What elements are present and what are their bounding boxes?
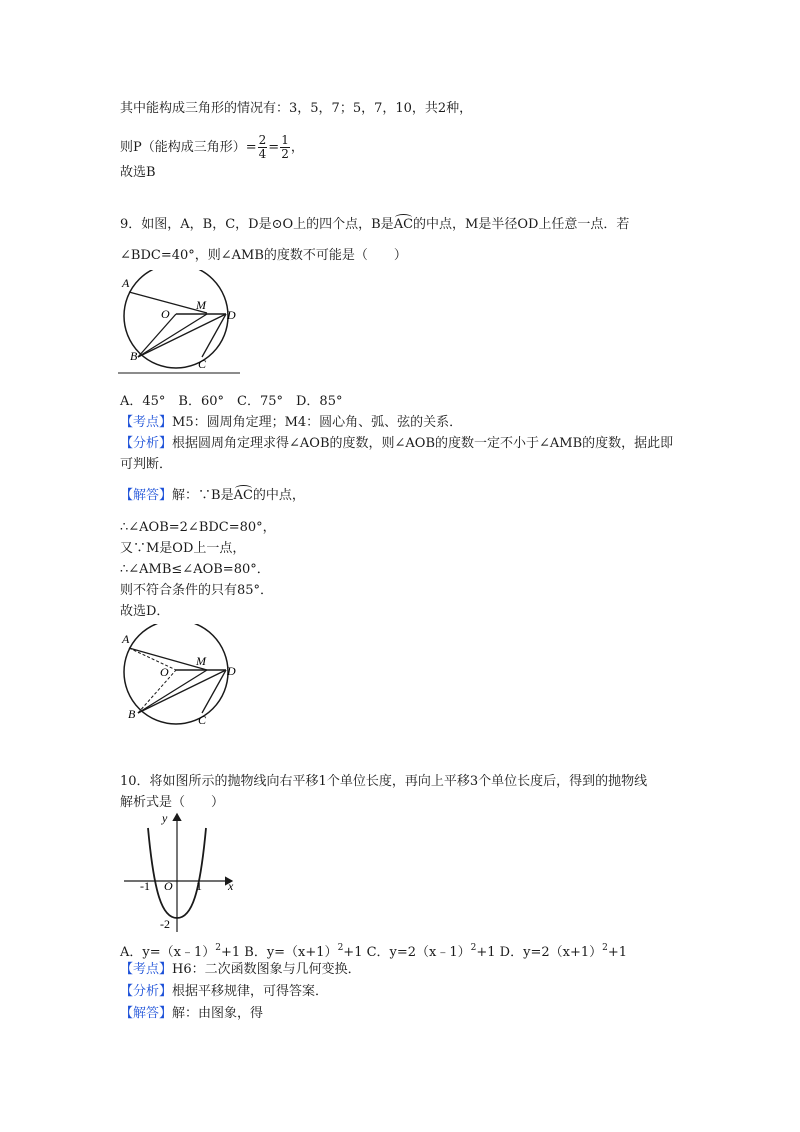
text-segment: 的中点， (252, 488, 305, 503)
kaodian-text: M5：圆周角定理；M4：圆心角、弧、弦的关系． (172, 415, 463, 430)
fenxi-text: 根据圆周角定理求得∠AOB的度数，则∠AOB的度数一定不小于∠AMB的度数，据此即 (172, 436, 674, 451)
superscript: 2 (215, 943, 221, 953)
numerator: 1 (281, 133, 289, 147)
text-segment: 解：∵B是 (172, 488, 234, 503)
label-m: M (196, 298, 206, 312)
question-9-kaodian (120, 415, 462, 431)
label-c: C (198, 357, 207, 371)
dashed-b-o (138, 670, 176, 713)
solution-step: 则不符合条件的只有85°． (120, 583, 274, 598)
parabola-graph (120, 808, 242, 938)
segment-b-d (138, 670, 226, 713)
fraction (258, 134, 268, 161)
label-b: B (130, 349, 138, 363)
question-9-stem-line2: ∠BDC=40°，则∠AMB的度数不可能是（ ） (120, 248, 407, 263)
option-a: A．y=（x﹣1） (120, 945, 216, 960)
solution-step: 又∵M是OD上一点， (120, 541, 246, 556)
circle (124, 624, 228, 724)
superscript: 2 (470, 943, 477, 953)
fraction (280, 134, 290, 161)
denominator: 2 (281, 147, 289, 161)
fenxi-tag: 【分析】 (120, 984, 173, 999)
label-neg2: -2 (160, 917, 170, 931)
fenxi-tag: 【分析】 (120, 436, 173, 451)
label-d: D (227, 308, 236, 322)
question-9-stem (120, 217, 629, 233)
question-10-stem-line2: 解析式是（ ） (120, 795, 225, 810)
label-a: A (122, 276, 130, 290)
superscript: 2 (337, 943, 344, 953)
label-origin: O (164, 879, 173, 893)
superscript: 2 (602, 943, 608, 953)
segment-b-d (138, 314, 226, 357)
kaodian-tag: 【考点】 (120, 962, 173, 977)
arc-ac: AC (233, 488, 253, 503)
label-y: y (162, 811, 168, 825)
probability-line (120, 134, 304, 161)
solution-step: 故选D． (120, 604, 170, 619)
equals-sign: = (268, 140, 280, 155)
text-segment: 则P（能构成三角形）= (120, 140, 257, 155)
option-b: +1 B．y=（x+1） (220, 945, 338, 960)
solution-step: ∴∠AOB=2∠BDC=80°， (120, 520, 276, 535)
question-10-jieda (120, 1006, 263, 1022)
jieda-tag: 【解答】 (120, 488, 173, 503)
question-9-fenxi-line2: 可判断． (120, 457, 173, 472)
text-segment: 9．如图，A，B，C，D是⊙O上的四个点，B是 (120, 217, 394, 232)
jieda-tag: 【解答】 (120, 1006, 173, 1021)
text-segment: 的中点，M是半径OD上任意一点．若 (413, 217, 630, 232)
text-segment: ， (290, 140, 304, 155)
jieda-text: 解：由图象，得 (172, 1006, 264, 1021)
label-d: D (227, 664, 236, 678)
segment-b-m (138, 314, 207, 357)
label-x: x (228, 879, 234, 893)
circle-figure-2 (116, 624, 242, 730)
kaodian-tag: 【考点】 (120, 415, 173, 430)
segment-b-m (138, 670, 207, 713)
fenxi-text: 根据平移规律，可得答案． (172, 984, 329, 999)
text-line: 故选B (120, 165, 156, 180)
denominator: 4 (258, 147, 267, 161)
label-m: M (196, 654, 206, 668)
label-c: C (198, 713, 207, 727)
question-9-fenxi (120, 436, 673, 452)
circle (124, 270, 228, 368)
kaodian-text: H6：二次函数图象与几何变换． (172, 962, 361, 977)
solution-step: ∴∠AMB≤∠AOB=80°． (120, 562, 270, 577)
arc-ac: AC (393, 217, 414, 232)
option-c: +1 C．y=2（x﹣1） (343, 945, 471, 960)
question-10-stem: 10．将如图所示的抛物线向右平移1个单位长度，再向上平移3个单位长度后，得到的抛物线 (120, 774, 648, 789)
label-o: O (161, 307, 170, 321)
numerator: 2 (258, 133, 267, 147)
label-1: 1 (196, 879, 202, 893)
question-9-options: A．45° B．60° C．75° D．85° (120, 394, 343, 409)
label-o: O (160, 665, 169, 679)
option-d: +1 D．y=2（x+1） (476, 945, 603, 960)
label-a: A (122, 632, 130, 646)
label-b: B (128, 707, 136, 721)
question-10-fenxi (120, 984, 328, 1000)
segment-b-o (138, 314, 176, 357)
option-tail: +1 (607, 945, 628, 960)
question-10-options (120, 940, 627, 961)
text-line: 其中能构成三角形的情况有：3，5，7；5，7，10，共2种， (120, 101, 473, 116)
label-neg1: -1 (140, 879, 150, 893)
question-10-kaodian (120, 962, 361, 978)
question-9-jieda (120, 488, 305, 504)
circle-figure-1 (116, 270, 242, 380)
